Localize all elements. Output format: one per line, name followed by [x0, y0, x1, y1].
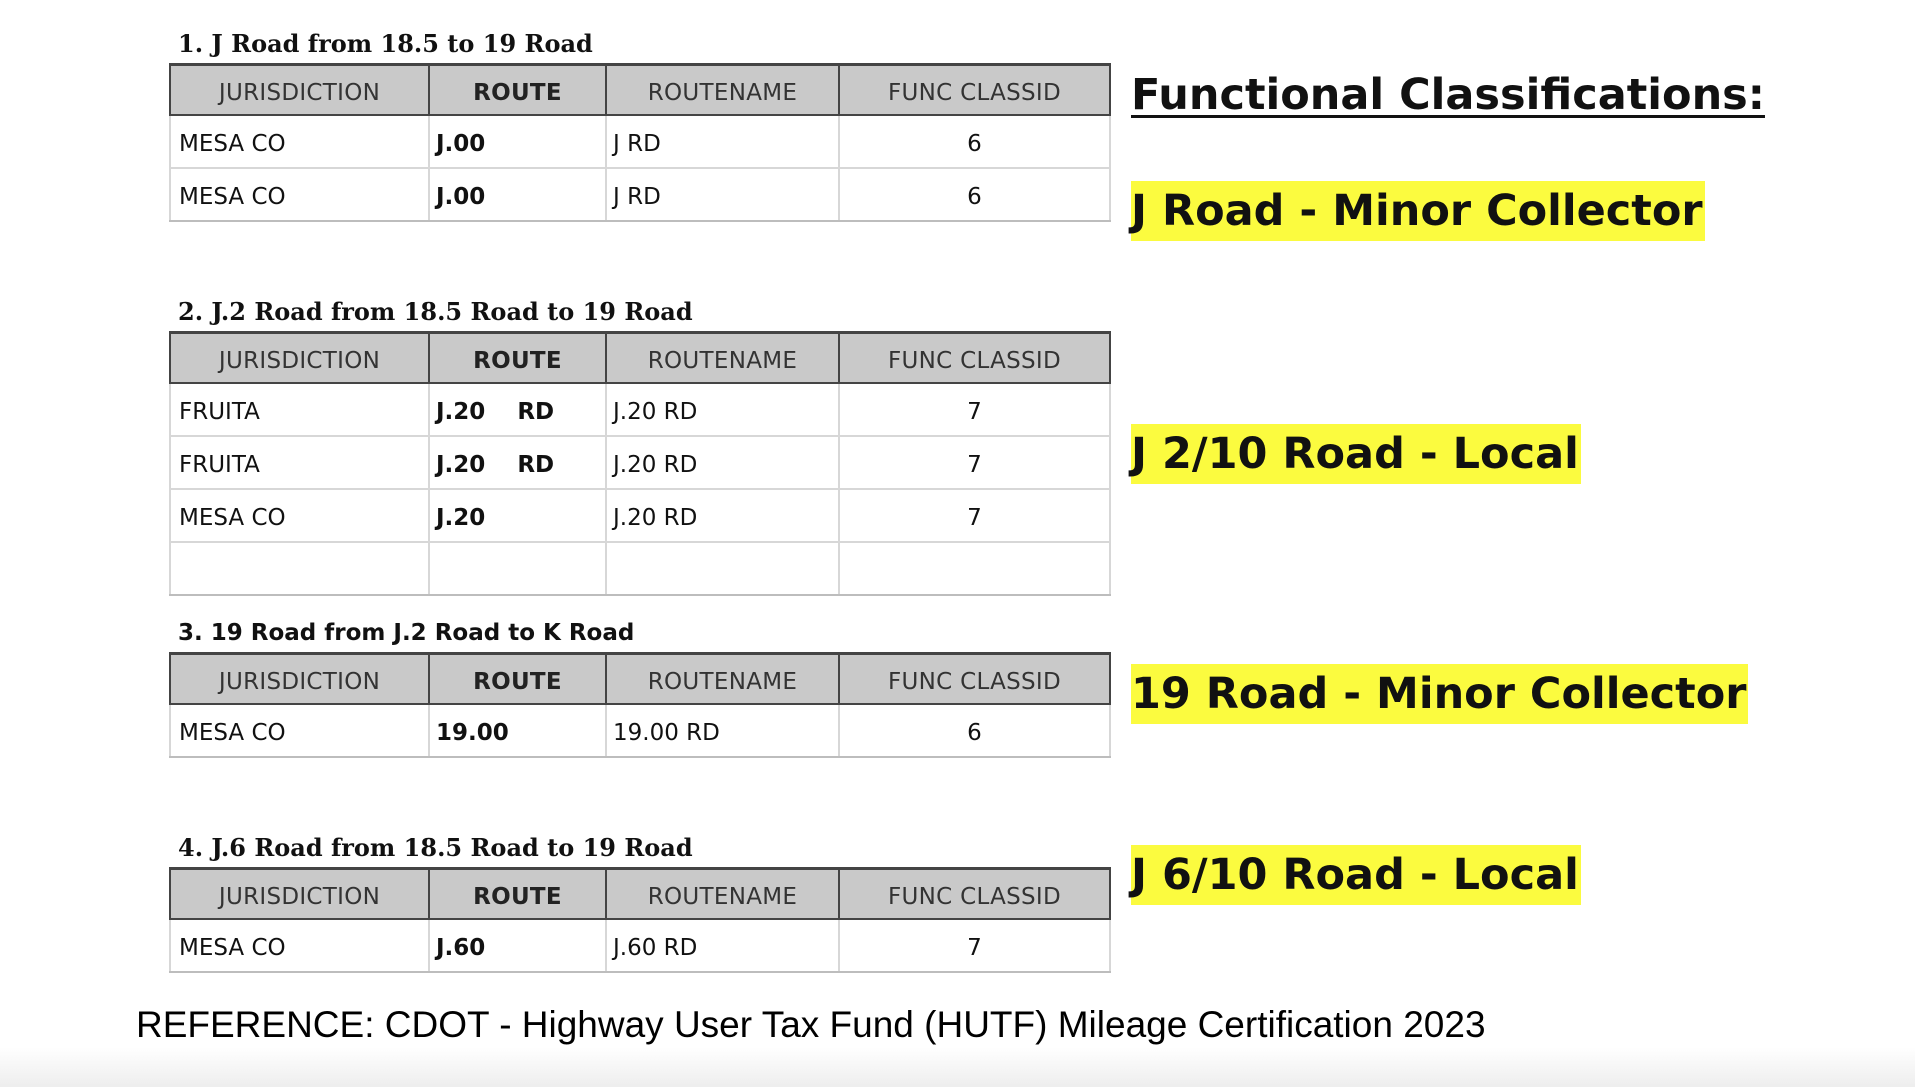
- table-header-row: [170, 333, 1110, 383]
- route-cell: J.20 RD: [429, 383, 606, 436]
- route-cell: J.00: [429, 115, 606, 168]
- column-header: ROUTE: [429, 654, 606, 704]
- func-classid-cell: 6: [839, 115, 1110, 168]
- func-classid-cell: 7: [839, 383, 1110, 436]
- column-header: ROUTE: [429, 333, 606, 383]
- section-title: 3. 19 Road from J.2 Road to K Road: [178, 620, 635, 646]
- func-classid-cell: 6: [839, 704, 1110, 757]
- table-header-row: [170, 869, 1110, 919]
- route-table: [169, 63, 1111, 222]
- table-row: [170, 168, 1110, 221]
- classification-j-2-10-road: J 2/10 Road - Local: [1131, 424, 1581, 484]
- routename-cell: J.20 RD: [606, 436, 839, 489]
- jurisdiction-cell: FRUITA: [170, 436, 429, 489]
- column-header: ROUTENAME: [606, 869, 839, 919]
- column-header: ROUTE: [429, 869, 606, 919]
- routename-cell: [606, 542, 839, 595]
- jurisdiction-cell: MESA CO: [170, 919, 429, 972]
- route-cell: 19.00: [429, 704, 606, 757]
- routename-cell: 19.00 RD: [606, 704, 839, 757]
- jurisdiction-cell: [170, 542, 429, 595]
- column-header: ROUTE: [429, 65, 606, 115]
- jurisdiction-cell: MESA CO: [170, 489, 429, 542]
- column-header: ROUTENAME: [606, 333, 839, 383]
- route-table: [169, 867, 1111, 973]
- section-title: 2. J.2 Road from 18.5 Road to 19 Road: [178, 297, 693, 326]
- func-classid-cell: 7: [839, 919, 1110, 972]
- jurisdiction-cell: MESA CO: [170, 115, 429, 168]
- route-cell: J.20: [429, 489, 606, 542]
- routename-cell: J.60 RD: [606, 919, 839, 972]
- route-table: [169, 331, 1111, 596]
- column-header: JURISDICTION: [170, 869, 429, 919]
- route-cell: J.60: [429, 919, 606, 972]
- routename-cell: J.20 RD: [606, 489, 839, 542]
- table-header-row: [170, 65, 1110, 115]
- func-classid-cell: 6: [839, 168, 1110, 221]
- func-classid-cell: 7: [839, 489, 1110, 542]
- section-title: 1. J Road from 18.5 to 19 Road: [178, 29, 593, 58]
- table-row: [170, 115, 1110, 168]
- routename-cell: J.20 RD: [606, 383, 839, 436]
- column-header: FUNC CLASSID: [839, 333, 1110, 383]
- route-table: [169, 652, 1111, 758]
- bottom-shadow: [0, 1047, 1915, 1087]
- table-header-row: [170, 654, 1110, 704]
- table-row: [170, 919, 1110, 972]
- table-row: [170, 489, 1110, 542]
- classification-j-6-10-road: J 6/10 Road - Local: [1131, 845, 1581, 905]
- jurisdiction-cell: FRUITA: [170, 383, 429, 436]
- route-cell: J.20 RD: [429, 436, 606, 489]
- routename-cell: J RD: [606, 115, 839, 168]
- reference-caption: REFERENCE: CDOT - Highway User Tax Fund (HUTF) Mileage Certification 2023: [136, 1004, 1486, 1045]
- table-row: [170, 383, 1110, 436]
- jurisdiction-cell: MESA CO: [170, 704, 429, 757]
- column-header: FUNC CLASSID: [839, 654, 1110, 704]
- routename-cell: J RD: [606, 168, 839, 221]
- column-header: ROUTENAME: [606, 65, 839, 115]
- column-header: ROUTENAME: [606, 654, 839, 704]
- table-row: [170, 542, 1110, 595]
- column-header: JURISDICTION: [170, 333, 429, 383]
- table-row: [170, 704, 1110, 757]
- jurisdiction-cell: MESA CO: [170, 168, 429, 221]
- route-cell: J.00: [429, 168, 606, 221]
- section-title: 4. J.6 Road from 18.5 Road to 19 Road: [178, 833, 693, 862]
- column-header: JURISDICTION: [170, 65, 429, 115]
- table-row: [170, 436, 1110, 489]
- classification-19-road: 19 Road - Minor Collector: [1131, 664, 1748, 724]
- functional-classifications-heading: Functional Classifications:: [1131, 70, 1765, 120]
- route-cell: [429, 542, 606, 595]
- func-classid-cell: 7: [839, 436, 1110, 489]
- func-classid-cell: [839, 542, 1110, 595]
- classification-j-road: J Road - Minor Collector: [1131, 181, 1705, 241]
- column-header: JURISDICTION: [170, 654, 429, 704]
- column-header: FUNC CLASSID: [839, 65, 1110, 115]
- column-header: FUNC CLASSID: [839, 869, 1110, 919]
